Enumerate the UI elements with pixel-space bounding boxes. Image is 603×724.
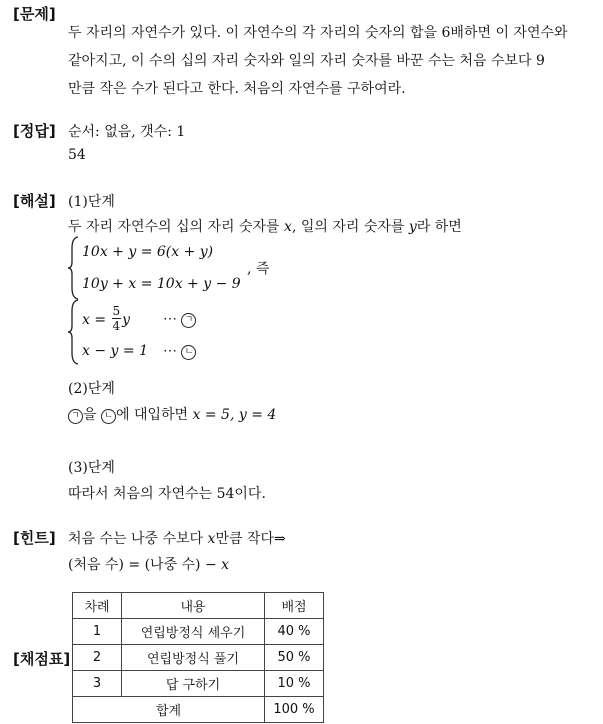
rubric-cell-order: 1 xyxy=(73,619,122,645)
rubric-header-order: 차례 xyxy=(73,593,122,619)
rubric-cell-points: 50 % xyxy=(265,645,324,671)
eq3-lhs: x = xyxy=(82,312,111,328)
hint-var-x: x xyxy=(207,531,216,547)
rubric-total-value: 100 % xyxy=(265,697,324,723)
rubric-header-points: 배점 xyxy=(265,593,324,619)
equation-4: x − y = 1 xyxy=(82,343,148,359)
problem-line-1: 두 자리의 자연수가 있다. 이 자연수의 각 자리의 숫자의 합을 6배하면 이 자연수와 xyxy=(68,25,568,41)
left-brace-2 xyxy=(68,299,80,365)
problem-line-3: 만큼 작은 수가 된다고 한다. 처음의 자연수를 구하여라. xyxy=(68,81,406,97)
problem-label: [문제] xyxy=(13,5,56,23)
eq3-denominator: 4 xyxy=(112,319,121,333)
step1-text-c: 라 하면 xyxy=(416,219,462,235)
eq4-tag xyxy=(163,343,196,360)
var-x: x xyxy=(284,219,292,235)
eq3-tag xyxy=(163,311,196,328)
eq3-dots: ⋯ xyxy=(163,311,177,327)
circle-b-ref-icon: ㄴ xyxy=(101,409,116,424)
step2-text xyxy=(68,404,276,424)
step1-text-b: , 일의 자리 숫자를 xyxy=(291,219,409,235)
rubric-cell-order: 2 xyxy=(73,645,122,671)
var-y: y xyxy=(408,219,417,235)
hint-line-1 xyxy=(68,528,286,548)
rubric-label: [채점표] xyxy=(13,650,71,668)
step3-title: (3)단계 xyxy=(68,460,115,476)
rubric-cell-points: 10 % xyxy=(265,671,324,697)
circle-a-ref-icon: ㄱ xyxy=(68,409,83,424)
answer-label: [정답] xyxy=(13,122,56,140)
rubric-row xyxy=(73,645,324,671)
connector-text: , 즉 xyxy=(247,261,270,277)
step3-text: 따라서 처음의 자연수는 54이다. xyxy=(68,486,266,502)
rubric-header-content: 내용 xyxy=(122,593,265,619)
hint-var-x-2: x xyxy=(221,557,230,573)
step2-text-b: 에 대입하면 xyxy=(115,407,193,423)
rubric-table xyxy=(72,592,324,723)
step2-title: (2)단계 xyxy=(68,381,115,397)
circle-a-icon: ㄱ xyxy=(181,313,196,328)
hint-line-2 xyxy=(68,554,229,574)
rubric-cell-content: 연립방정식 풀기 xyxy=(122,645,265,671)
step2-text-a: 을 xyxy=(83,407,101,423)
eq3-var: y xyxy=(122,312,131,328)
step1-text-a: 두 자리 자연수의 십의 자리 숫자를 xyxy=(68,219,285,235)
equation-2: 10y + x = 10x + y − 9 xyxy=(82,276,241,292)
answer-value: 54 xyxy=(68,147,86,163)
problem-line-2: 같아지고, 이 수의 십의 자리 숫자와 일의 자리 숫자를 바꾼 수는 처음 수보다 9 xyxy=(68,53,545,69)
step1-text xyxy=(68,216,462,236)
rubric-row xyxy=(73,671,324,697)
rubric-cell-content: 연립방정식 세우기 xyxy=(122,619,265,645)
circle-b-icon: ㄴ xyxy=(181,345,196,360)
rubric-row xyxy=(73,619,324,645)
step2-result: x = 5, y = 4 xyxy=(192,407,277,423)
equation-1: 10x + y = 6(x + y) xyxy=(82,244,214,260)
solution-label: [해설] xyxy=(13,192,56,210)
eq3-fraction xyxy=(112,304,122,333)
hint-label: [힌트] xyxy=(13,529,56,547)
rubric-total-row xyxy=(73,697,324,723)
equation-3 xyxy=(82,304,130,340)
rubric-cell-points: 40 % xyxy=(265,619,324,645)
answer-meta: 순서: 없음, 갯수: 1 xyxy=(68,124,186,140)
step1-title: (1)단계 xyxy=(68,194,115,210)
rubric-header-row xyxy=(73,593,324,619)
hint-line1-a: 처음 수는 나중 수보다 xyxy=(68,531,208,547)
rubric-cell-content: 답 구하기 xyxy=(122,671,265,697)
left-brace-1 xyxy=(68,236,80,300)
hint-line2-a: (처음 수) = (나중 수) − xyxy=(68,557,222,573)
rubric-total-label: 합계 xyxy=(73,697,265,723)
eq3-numerator: 5 xyxy=(112,304,121,318)
rubric-cell-order: 3 xyxy=(73,671,122,697)
hint-line1-b: 만큼 작다⇒ xyxy=(215,531,286,547)
eq4-dots: ⋯ xyxy=(163,343,177,359)
